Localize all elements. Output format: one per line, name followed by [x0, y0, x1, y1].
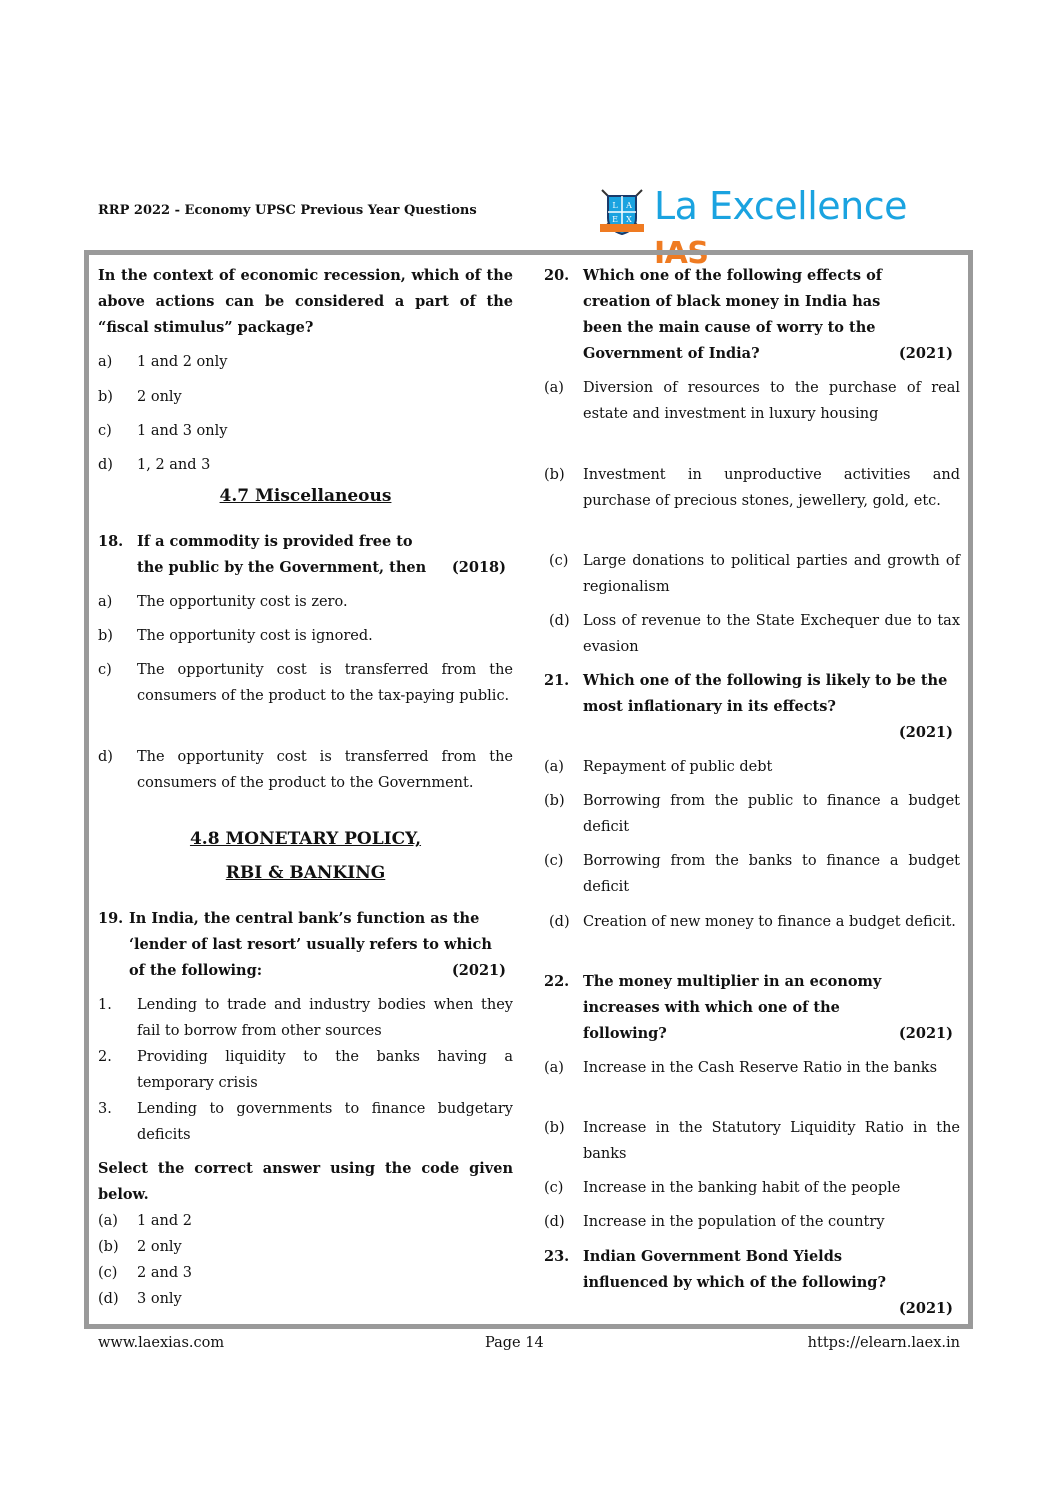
- option: (c) Borrowing from the banks to finance a budget deficit: [544, 853, 960, 895]
- option: (d) Loss of revenue to the State Exchequer due to tax evasion: [549, 613, 960, 655]
- option: a) The opportunity cost is zero.: [98, 594, 348, 610]
- option: (c) Large donations to political parties and growth of regionalism: [549, 553, 960, 595]
- footer-website-link[interactable]: www.laexias.com: [98, 1335, 225, 1351]
- option: (b) Investment in unproductive activities and purchase of precious stones, jewellery, gold, etc.: [544, 467, 960, 509]
- option: d) 1, 2 and 3: [98, 457, 211, 473]
- option: (a) Diversion of resources to the purchase of real estate and investment in luxury housing: [544, 380, 960, 422]
- statement: 3. Lending to governments to finance budgetary deficits: [98, 1101, 513, 1143]
- option: d) The opportunity cost is transferred from the consumers of the product to the Government.: [98, 749, 513, 791]
- section-heading: RBI & BANKING: [225, 863, 386, 883]
- page-number: Page 14: [485, 1335, 544, 1351]
- option: (b) 2 only: [98, 1239, 182, 1255]
- option: c) 1 and 3 only: [98, 423, 228, 439]
- option: b) 2 only: [98, 389, 182, 405]
- shield-logo-icon: [598, 188, 646, 238]
- option: (a) Repayment of public debt: [544, 759, 773, 775]
- option: (b) Borrowing from the public to finance a budget deficit: [544, 793, 960, 835]
- svg-text:L: L: [612, 201, 618, 210]
- question-18: 18. If a commodity is provided free to the public by the Government, then (2018): [98, 533, 506, 576]
- option: a) 1 and 2 only: [98, 354, 228, 370]
- option: (c) 2 and 3: [98, 1265, 192, 1281]
- footer-elearn-link[interactable]: https://elearn.laex.in: [807, 1335, 960, 1351]
- logo: [598, 184, 950, 271]
- option: (a) Increase in the Cash Reserve Ratio in the banks: [544, 1060, 938, 1076]
- question-intro: In the context of economic recession, which of the above actions can be considered a part of the “fiscal stimulus” package?: [98, 267, 513, 336]
- option: (d) Increase in the population of the country: [544, 1214, 885, 1230]
- question-23: 23. Indian Government Bond Yields influenced by which of the following? (2021): [544, 1248, 953, 1317]
- svg-text:X: X: [626, 215, 632, 224]
- question-20: 20. Which one of the following effects of creation of black money in India has been the main cause of worry to the Government of India? (2021): [544, 267, 953, 362]
- question-21: 21. Which one of the following is likely to be the most inflationary in its effects? (2021): [544, 672, 953, 741]
- statement: 1. Lending to trade and industry bodies when they fail to borrow from other sources: [98, 997, 513, 1039]
- option: (a) 1 and 2: [98, 1213, 192, 1229]
- option: b) The opportunity cost is ignored.: [98, 628, 373, 644]
- logo-text: La Excellence IAS: [654, 184, 907, 271]
- option: (d) Creation of new money to finance a budget deficit.: [549, 914, 956, 930]
- option: (c) Increase in the banking habit of the people: [544, 1180, 901, 1196]
- svg-text:E: E: [612, 215, 618, 224]
- header-title: RRP 2022 - Economy UPSC Previous Year Questions: [98, 203, 477, 218]
- option: (b) Increase in the Statutory Liquidity Ratio in the banks: [544, 1120, 960, 1162]
- select-instruction: Select the correct answer using the code given below.: [98, 1160, 513, 1203]
- question-22: 22. The money multiplier in an economy increases with which one of the following? (2021): [544, 973, 953, 1042]
- svg-text:A: A: [626, 201, 632, 210]
- question-19: 19. In India, the central bank’s function as the ‘lender of last resort’ usually refers to which of the following: (2021): [98, 910, 506, 979]
- section-heading: 4.8 MONETARY POLICY,: [189, 829, 422, 849]
- statement: 2. Providing liquidity to the banks having a temporary crisis: [98, 1049, 513, 1091]
- option: (d) 3 only: [98, 1291, 182, 1307]
- option: c) The opportunity cost is transferred from the consumers of the product to the tax-paying public.: [98, 662, 513, 704]
- section-heading: 4.7 Miscellaneous: [219, 486, 392, 506]
